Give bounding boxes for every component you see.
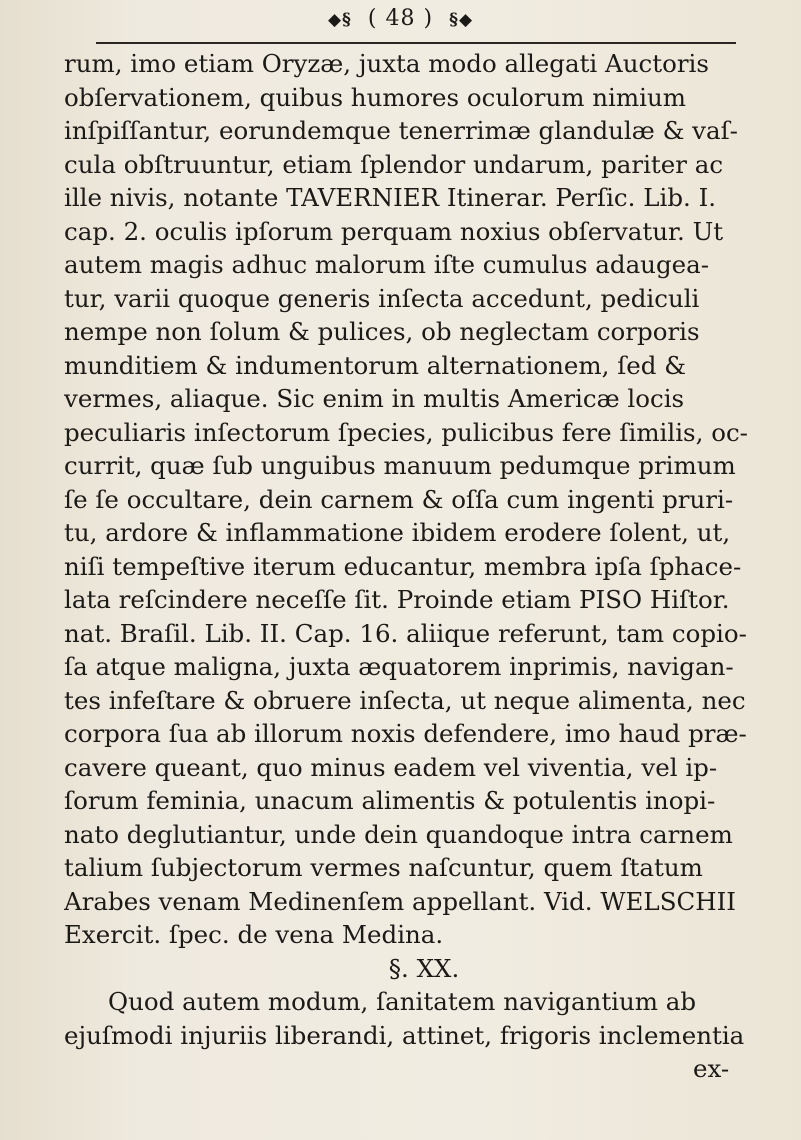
text-line: Quod autem modum, ſanitatem navigantium ab — [108, 987, 697, 1016]
catchword: ex- — [693, 1054, 730, 1083]
text-line: Exercit. ſpec. de vena Medina. — [64, 920, 444, 949]
text-line: nat. Braſil. Lib. II. Cap. 16. aliique referunt, tam copio- — [64, 618, 747, 648]
header-rule — [96, 42, 736, 44]
text-line: vermes, aliaque. Sic enim in multis Americæ locis — [64, 384, 685, 413]
text-line: corpora ſua ab illorum noxis defendere, imo haud præ- — [64, 719, 747, 748]
text-line: nato deglutiantur, unde dein quandoque intra carnem — [64, 819, 733, 849]
text-line: cula obſtruuntur, etiam ſplendor undarum, pariter ac — [64, 149, 724, 179]
text-line: tur, varii quoque generis inſecta accedunt, pediculi — [64, 283, 700, 313]
text-line: Arabes venam Medinenſem appellant. Vid. WELSCHII — [64, 886, 736, 916]
page-number: ( 48 ) — [367, 6, 434, 31]
text-line: ille nivis, notante TAVERNIER Itinerar. Perſic. Lib. I. — [64, 183, 717, 212]
header-ornament-left: ◆§ — [327, 10, 352, 30]
text-line: rum, imo etiam Oryzæ, juxta modo allegati Auctoris — [64, 49, 709, 78]
running-header — [0, 6, 801, 31]
text-line: munditiem & indumentorum alternationem, ſed & — [64, 350, 687, 380]
text-line: peculiaris inſectorum ſpecies, pulicibus fere ſimilis, oc- — [64, 417, 748, 447]
text-line: ſa atque maligna, juxta æquatorem inprimis, navigan- — [64, 652, 734, 681]
text-line: lata reſcindere neceſſe ſit. Proinde etiam PISO Hiſtor. — [64, 585, 730, 614]
header-ornament-right: §◆ — [449, 10, 474, 30]
text-line: cap. 2. oculis ipſorum perquam noxius obſervatur. Ut — [64, 216, 724, 246]
text-line: ejuſmodi injuriis liberandi, attinet, frigoris inclementia — [64, 1020, 745, 1050]
body-text — [64, 47, 784, 1086]
text-line: cavere queant, quo minus eadem vel viventia, vel ip- — [64, 752, 718, 782]
text-line: tes infeſtare & obruere inſecta, ut neque alimenta, nec — [64, 685, 746, 715]
text-line: inſpiſſantur, eorundemque tenerrimæ glandulæ & vaſ- — [64, 116, 738, 145]
text-line: obſervationem, quibus humores oculorum nimium — [64, 82, 686, 112]
text-line: autem magis adhuc malorum iſte cumulus adaugea- — [64, 250, 710, 279]
text-line: currit, quæ ſub unguibus manuum pedumque primum — [64, 451, 736, 480]
section-heading: §. XX. — [388, 953, 460, 983]
text-line: niſi tempeſtive iterum educantur, membra ipſa ſphace- — [64, 551, 742, 581]
text-line: ſorum feminia, unacum alimentis & potulentis inopi- — [64, 786, 716, 815]
text-line: talium ſubjectorum vermes naſcuntur, quem ſtatum — [64, 853, 703, 882]
text-line: tu, ardore & inflammatione ibidem erodere ſolent, ut, — [64, 518, 731, 547]
text-line: ſe ſe occultare, dein carnem & oſſa cum ingenti pruri- — [64, 484, 734, 514]
text-line: nempe non ſolum & pulices, ob neglectam corporis — [64, 317, 700, 346]
